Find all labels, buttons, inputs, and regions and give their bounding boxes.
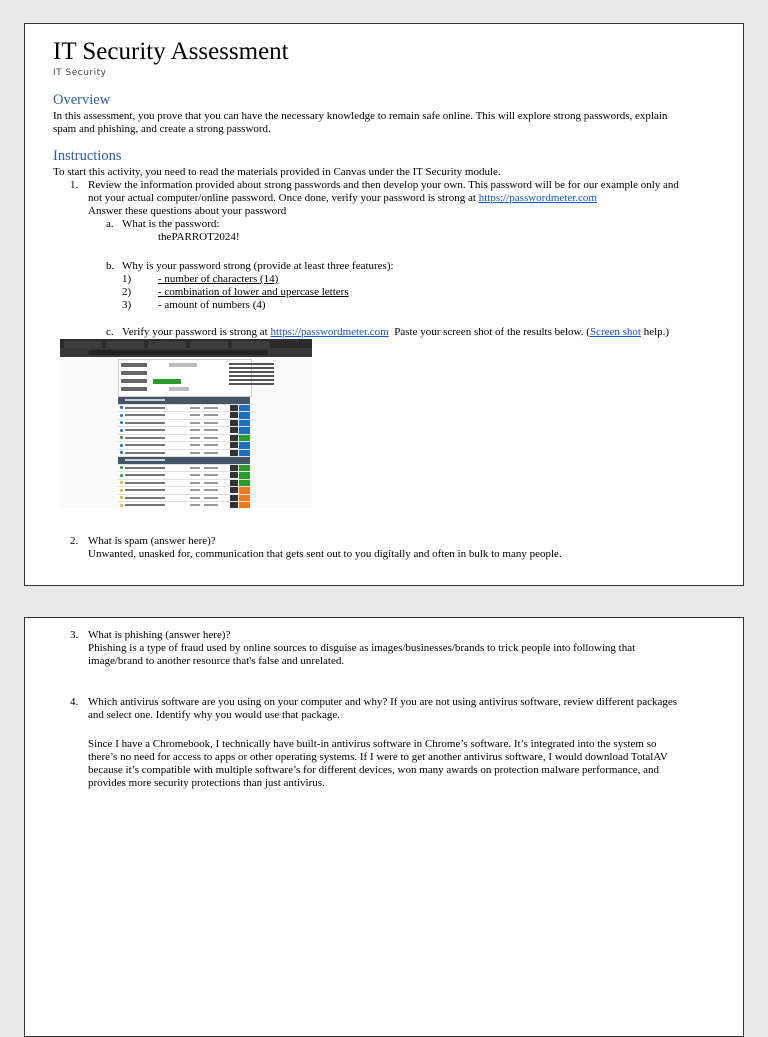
q1-line-2	[88, 192, 597, 205]
q1b-label: b.	[106, 260, 115, 272]
screen-shot-help-link[interactable]: Screen shot	[589, 326, 641, 338]
q1a-label: a.	[106, 218, 114, 230]
q4-answer-line-3: because it’s compatible with multiple software’s for different devices, won many awards on protection malware performance, and	[88, 764, 659, 776]
q2-number: 2.	[70, 535, 79, 547]
q1c-line	[122, 326, 669, 339]
q2-question: What is spam (answer here)?	[88, 535, 216, 547]
q4-answer-line-2: there’s no need for access to apps or other operating systems. If I were to get another antivirus software, I would download TotalAV	[88, 751, 668, 763]
feature-2-number: 2)	[122, 286, 132, 298]
q4-question-line-2: and select one. Identify why you would use that package.	[88, 709, 341, 721]
q1-line-2-text: not your actual computer/online password. Once done, verify your password is strong at	[88, 192, 476, 204]
document-title: IT Security Assessment	[53, 38, 289, 65]
q2-answer: Unwanted, unasked for, communication that gets sent out to you digitally and often in bulk to many people.	[88, 548, 562, 560]
instructions-heading: Instructions	[53, 148, 122, 164]
passwordmeter-link-2[interactable]: https://passwordmeter.com	[270, 326, 389, 338]
instructions-intro: To start this activity, you need to read the materials provided in Canvas under the IT Security module.	[53, 166, 501, 178]
q1c-text-2: Paste your screen shot of the results below. (	[394, 326, 590, 338]
q1a-text: What is the password:	[122, 218, 220, 230]
overview-line-1: In this assessment, you prove that you can have the necessary knowledge to remain safe online. This will explore strong passwords, explain	[53, 110, 668, 122]
q1c-text-3: help.)	[643, 326, 670, 338]
overview-heading: Overview	[53, 92, 111, 108]
q1b-text: Why is your password strong (provide at least three features):	[122, 260, 394, 272]
feature-1-number: 1)	[122, 273, 132, 285]
q1a-answer: thePARROT2024!	[158, 231, 240, 243]
document-subtitle: IT Security	[53, 68, 107, 78]
strength-meter	[153, 379, 181, 384]
document-page-1	[24, 23, 744, 586]
feature-2-text: - combination of lower and upercase letters	[158, 286, 349, 298]
password-score-panel	[118, 359, 252, 397]
q3-answer-line-1: Phishing is a type of fraud used by online sources to disguise as images/businesses/brands to trick people into following that	[88, 642, 636, 654]
q1c-text: Verify your password is strong at	[122, 326, 268, 338]
document-page-2	[24, 617, 744, 1037]
q1-number: 1.	[70, 179, 79, 191]
feature-3-number: 3)	[122, 299, 132, 311]
q4-number: 4.	[70, 696, 79, 708]
feature-1-text: - number of characters (14)	[158, 273, 279, 285]
overview-line-2: spam and phishing, and create a strong password.	[53, 123, 271, 135]
passwordmeter-page	[60, 357, 312, 508]
q4-question-line-1: Which antivirus software are you using on your computer and why? If you are not using antivirus software, review different packages	[88, 696, 678, 708]
q4-answer-line-4: provides more security protections than just antivirus.	[88, 777, 325, 789]
q3-question: What is phishing (answer here)?	[88, 629, 231, 641]
q3-answer-line-2: image/brand to another resource that's false and unrelated.	[88, 655, 345, 667]
feature-3-text: - amount of numbers (4)	[158, 299, 266, 311]
browser-address-bar	[60, 348, 312, 357]
q1-line-1: Review the information provided about strong passwords and then develop your own. This password will be for our example only and	[88, 179, 679, 191]
q1c-label: c.	[106, 326, 114, 338]
browser-tab-strip	[60, 339, 312, 348]
q1-answer-intro: Answer these questions about your password	[88, 205, 287, 217]
q3-number: 3.	[70, 629, 79, 641]
password-rules-table	[118, 397, 250, 508]
q4-answer-line-1: Since I have a Chromebook, I technically have built-in antivirus software in Chrome’s software. It’s integrated into the system so	[88, 738, 657, 750]
passwordmeter-link[interactable]: https://passwordmeter.com	[478, 192, 597, 204]
passwordmeter-screenshot	[60, 339, 312, 508]
